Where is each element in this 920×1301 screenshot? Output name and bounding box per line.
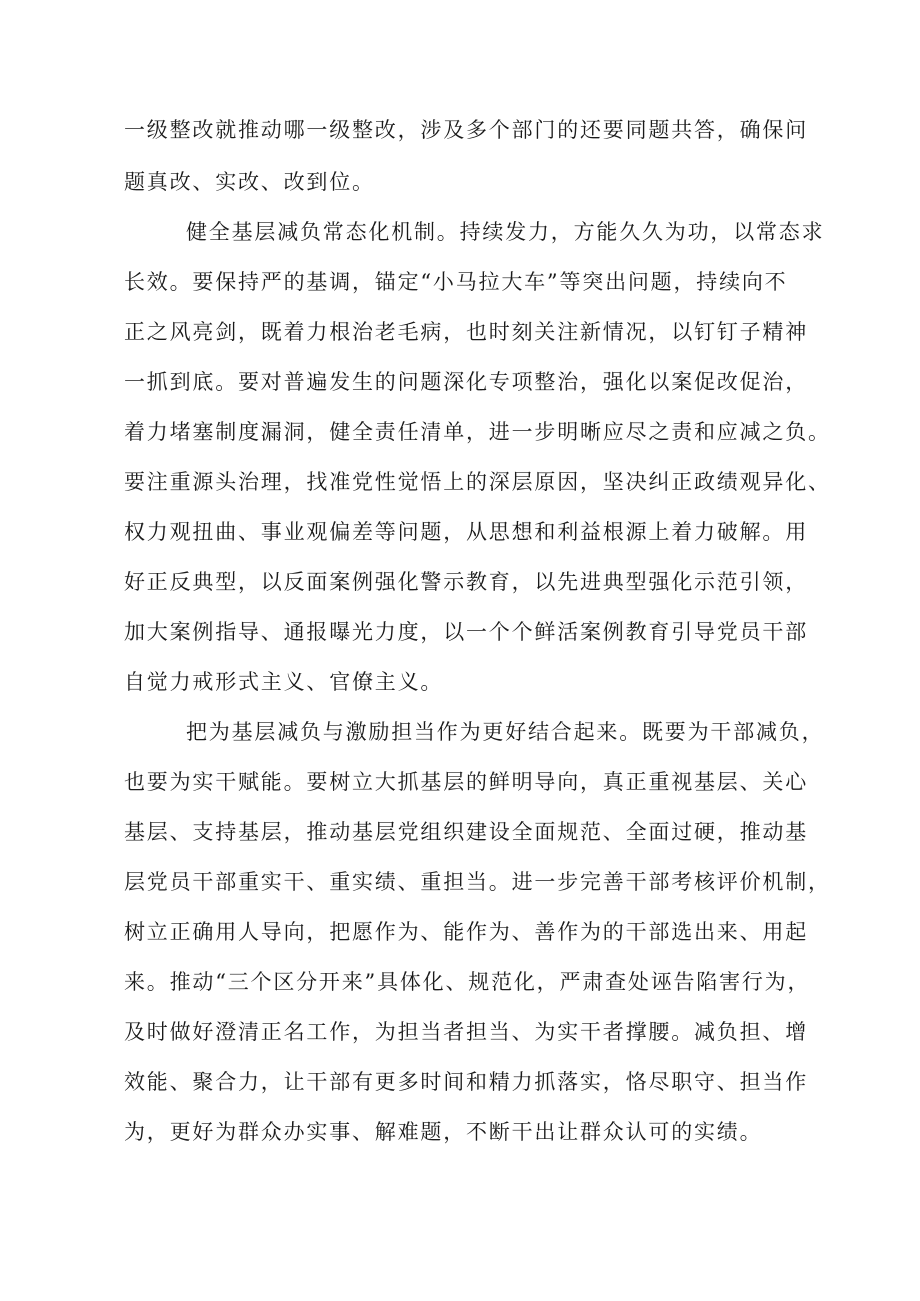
text-line: 为，更好为群众办实事、解难题，不断干出让群众认可的实绩。 (124, 1120, 763, 1144)
text-line: 自觉力戒形式主义、官僚主义。 (124, 670, 444, 694)
text-line: 好正反典型，以反面案例强化警示教育，以先进典型强化示范引领， (124, 570, 808, 594)
text-line: 及时做好澄清正名工作，为担当者担当、为实干者撑腰。减负担、增 (124, 1020, 808, 1044)
text-line: 基层、支持基层，推动基层党组织建设全面规范、全面过硬，推动基 (124, 820, 808, 844)
text-line: 权力观扭曲、事业观偏差等问题，从思想和利益根源上着力破解。用 (124, 520, 808, 544)
text-line: 树立正确用人导向，把愿作为、能作为、善作为的干部选出来、用起 (124, 920, 808, 944)
paragraph-start-line: 健全基层减负常态化机制。持续发力，方能久久为功，以常态求 (186, 220, 825, 244)
paragraph-start-line: 把为基层减负与激励担当作为更好结合起来。既要为干部减负， (186, 720, 825, 744)
text-line: 要注重源头治理，找准党性觉悟上的深层原因，坚决纠正政绩观异化、 (124, 470, 831, 494)
text-line: 层党员干部重实干、重实绩、重担当。进一步完善干部考核评价机制， (124, 870, 831, 894)
text-line: 一级整改就推动哪一级整改，涉及多个部门的还要同题共答，确保问 (124, 118, 808, 142)
text-line: 着力堵塞制度漏洞，健全责任清单，进一步明晰应尽之责和应减之负。 (124, 420, 831, 444)
text-line: 一抓到底。要对普遍发生的问题深化专项整治，强化以案促改促治， (124, 370, 808, 394)
text-line: 效能、聚合力，让干部有更多时间和精力抓落实，恪尽职守、担当作 (124, 1070, 808, 1094)
text-line: 长效。要保持严的基调，锚定“小马拉大车”等突出问题，持续向不 (124, 270, 788, 294)
text-line: 加大案例指导、通报曝光力度，以一个个鲜活案例教育引导党员干部 (124, 620, 808, 644)
text-line: 也要为实干赋能。要树立大抓基层的鲜明导向，真正重视基层、关心 (124, 770, 808, 794)
text-line: 题真改、实改、改到位。 (124, 170, 375, 194)
text-line: 来。推动“三个区分开来”具体化、规范化，严肃查处诬告陷害行为， (124, 970, 811, 994)
text-line: 正之风亮剑，既着力根治老毛病，也时刻关注新情况，以钉钉子精神 (124, 320, 808, 344)
